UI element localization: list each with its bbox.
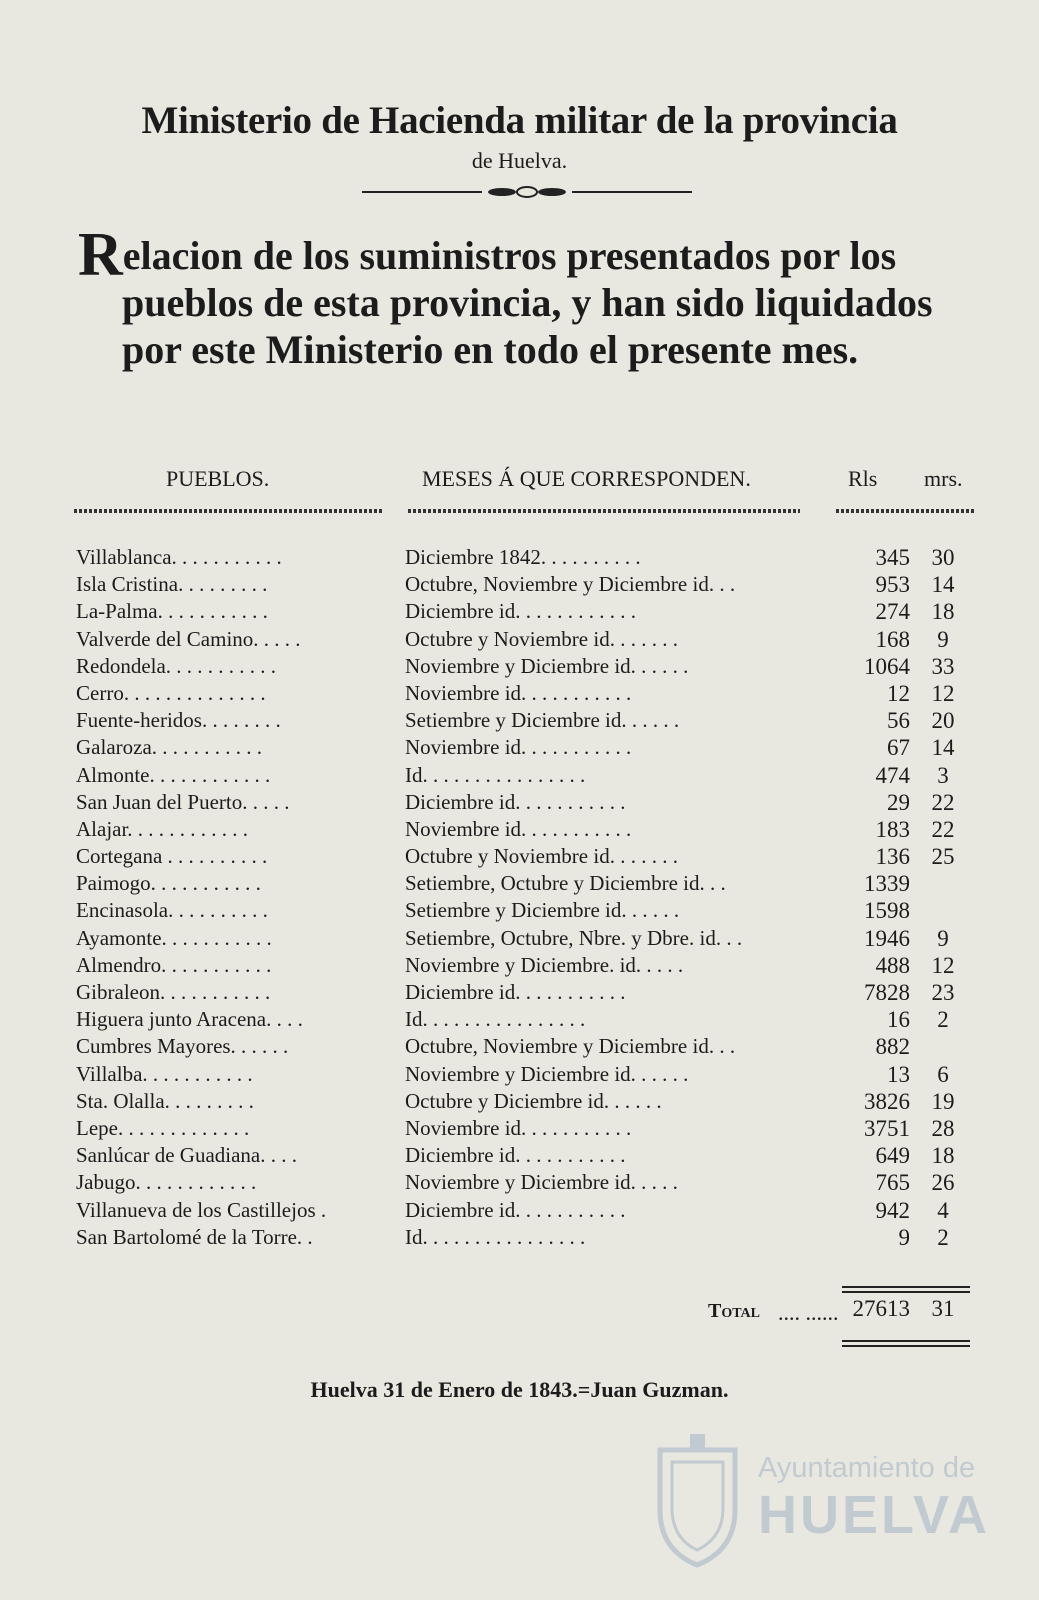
province-subheading: de Huelva. xyxy=(471,148,568,173)
total-leader-dots: .... ...... xyxy=(778,1300,839,1325)
table-row xyxy=(0,926,1039,953)
mrs-cell: 14 xyxy=(931,735,955,761)
total-label: Total xyxy=(708,1300,760,1322)
town-cell: Fuente-heridos. . . . . . . . xyxy=(76,708,281,733)
watermark-line-1: Ayuntamiento de xyxy=(758,1452,976,1484)
title-line-2: pueblos de esta provincia, y han sido liquidados xyxy=(122,280,933,325)
table-row xyxy=(0,790,1039,817)
months-cell: Noviembre id. . . . . . . . . . . xyxy=(405,735,632,760)
rls-cell: 7828 xyxy=(864,980,910,1005)
table-row xyxy=(0,1007,1039,1034)
column-header-mrs: mrs. xyxy=(924,466,963,491)
header-rule-pueblos xyxy=(74,508,384,514)
table-row xyxy=(0,1034,1039,1061)
town-cell: Jabugo. . . . . . . . . . . . xyxy=(76,1170,257,1195)
rls-cell: 136 xyxy=(875,844,910,870)
months-cell: Diciembre 1842. . . . . . . . . . xyxy=(405,545,641,569)
months-cell: Noviembre y Diciembre id. . . . . xyxy=(405,1170,678,1195)
mrs-cell: 14 xyxy=(931,572,955,598)
mrs-cell: 2 xyxy=(937,1007,949,1033)
table-row xyxy=(0,1198,1039,1225)
mrs-cell: 25 xyxy=(931,844,955,870)
table-row xyxy=(0,735,1039,762)
town-cell: Isla Cristina. . . . . . . . . xyxy=(76,572,268,597)
months-cell: Diciembre id. . . . . . . . . . . xyxy=(405,1143,626,1168)
table-row xyxy=(0,708,1039,735)
table-row xyxy=(0,1116,1039,1143)
column-header-meses: MESES Á QUE CORRESPONDEN. xyxy=(422,466,751,491)
mrs-cell: 6 xyxy=(937,1061,949,1087)
months-cell: Noviembre id. . . . . . . . . . . xyxy=(405,1115,632,1140)
months-cell: Noviembre y Diciembre. id. . . . . xyxy=(405,952,684,977)
table-row xyxy=(0,681,1039,708)
months-cell: Setiembre, Octubre y Diciembre id. . . xyxy=(405,871,726,896)
table-row xyxy=(0,817,1039,844)
table-row xyxy=(0,572,1039,599)
title-line-3: por este Ministerio en todo el presente mes. xyxy=(122,327,859,372)
months-cell: Diciembre id. . . . . . . . . . . . xyxy=(405,599,636,624)
mrs-cell: 20 xyxy=(931,708,955,734)
rls-cell: 16 xyxy=(887,1007,910,1033)
rls-cell: 168 xyxy=(875,626,910,652)
header-rule-meses xyxy=(408,508,800,514)
mrs-cell: 33 xyxy=(931,653,955,679)
table-row xyxy=(0,1225,1039,1252)
mrs-cell: 12 xyxy=(931,952,955,978)
town-cell: Valverde del Camino. . . . . xyxy=(76,626,301,651)
mrs-cell: 28 xyxy=(931,1115,955,1141)
town-cell: Cerro. . . . . . . . . . . . . . xyxy=(76,680,266,705)
town-cell: Ayamonte. . . . . . . . . . . xyxy=(76,925,272,950)
rls-cell: 942 xyxy=(875,1197,910,1223)
total-rule-top-2 xyxy=(842,1291,970,1293)
months-cell: Octubre, Noviembre y Diciembre id. . . xyxy=(405,1034,736,1059)
total-rule-top xyxy=(842,1286,970,1288)
rls-cell: 1339 xyxy=(864,871,910,897)
town-cell: La-Palma. . . . . . . . . . . xyxy=(76,599,268,624)
table-row xyxy=(0,1170,1039,1197)
mrs-cell: 23 xyxy=(931,980,955,1005)
rls-cell: 3751 xyxy=(864,1115,910,1141)
months-cell: Setiembre, Octubre, Nbre. y Dbre. id. . . xyxy=(405,925,743,950)
months-cell: Noviembre y Diciembre id. . . . . . xyxy=(405,1061,689,1086)
town-cell: Lepe. . . . . . . . . . . . . xyxy=(76,1115,250,1140)
months-cell: Diciembre id. . . . . . . . . . . xyxy=(405,789,626,814)
town-cell: Cortegana . . . . . . . . . . xyxy=(76,844,268,869)
table-row xyxy=(0,654,1039,681)
watermark-line-2: HUELVA xyxy=(758,1485,990,1545)
mrs-cell: 30 xyxy=(931,545,955,570)
total-rule-bottom xyxy=(842,1340,970,1342)
rls-cell: 3826 xyxy=(864,1088,910,1114)
table-row xyxy=(0,545,1039,572)
rls-cell: 56 xyxy=(887,708,910,734)
mrs-cell: 2 xyxy=(937,1224,949,1250)
header-rule-amounts xyxy=(836,508,976,514)
rls-cell: 67 xyxy=(887,735,910,761)
town-cell: San Juan del Puerto. . . . . xyxy=(76,789,290,814)
table-row xyxy=(0,599,1039,626)
town-cell: Alajar. . . . . . . . . . . . xyxy=(76,816,249,841)
rls-cell: 13 xyxy=(887,1061,910,1087)
rls-cell: 882 xyxy=(875,1034,910,1060)
table-row xyxy=(0,898,1039,925)
town-cell: Redondela. . . . . . . . . . . xyxy=(76,653,277,678)
town-cell: Almonte. . . . . . . . . . . . xyxy=(76,762,271,787)
months-cell: Noviembre y Diciembre id. . . . . . xyxy=(405,653,689,678)
months-cell: Octubre y Noviembre id. . . . . . . xyxy=(405,844,678,869)
column-header-pueblos: PUEBLOS. xyxy=(166,466,270,491)
months-cell: Id. . . . . . . . . . . . . . . . xyxy=(405,1224,586,1249)
table-row xyxy=(0,844,1039,871)
months-cell: Octubre y Noviembre id. . . . . . . xyxy=(405,626,678,651)
table-row xyxy=(0,1143,1039,1170)
rls-cell: 274 xyxy=(875,599,910,625)
town-cell: Higuera junto Aracena. . . . xyxy=(76,1007,303,1032)
mrs-cell: 19 xyxy=(931,1088,955,1114)
months-cell: Diciembre id. . . . . . . . . . . xyxy=(405,980,626,1004)
total-rule-bottom-2 xyxy=(842,1345,970,1347)
title-drop-cap: R xyxy=(78,221,123,289)
archive-watermark xyxy=(640,1430,1010,1570)
rls-cell: 1946 xyxy=(864,925,910,951)
town-cell: Villalba. . . . . . . . . . . xyxy=(76,1061,253,1086)
rls-cell: 29 xyxy=(887,789,910,815)
mrs-cell: 22 xyxy=(931,816,955,842)
signature-line: Huelva 31 de Enero de 1843.=Juan Guzman. xyxy=(310,1377,729,1402)
mrs-cell: 18 xyxy=(931,599,955,625)
mrs-cell: 12 xyxy=(931,680,955,706)
mrs-cell: 18 xyxy=(931,1143,955,1169)
table-row xyxy=(0,953,1039,980)
supplies-table xyxy=(0,545,1039,1252)
months-cell: Octubre y Diciembre id. . . . . . xyxy=(405,1088,662,1113)
town-cell: Villanueva de los Castillejos . xyxy=(76,1197,327,1222)
months-cell: Noviembre id. . . . . . . . . . . xyxy=(405,680,632,705)
town-cell: Sta. Olalla. . . . . . . . . xyxy=(76,1088,254,1113)
town-cell: Cumbres Mayores. . . . . . xyxy=(76,1034,289,1059)
rls-cell: 649 xyxy=(875,1143,910,1169)
ministry-heading: Ministerio de Hacienda militar de la provincia xyxy=(141,99,898,142)
coat-of-arms-icon xyxy=(650,1430,745,1570)
rls-cell: 1064 xyxy=(864,653,910,679)
months-cell: Setiembre y Diciembre id. . . . . . xyxy=(405,898,680,923)
months-cell: Diciembre id. . . . . . . . . . . xyxy=(405,1197,626,1222)
rls-cell: 953 xyxy=(875,572,910,598)
mrs-cell: 9 xyxy=(937,925,949,951)
mrs-cell: 9 xyxy=(937,626,949,652)
rls-cell: 183 xyxy=(875,816,910,842)
ornament-divider xyxy=(362,185,692,199)
months-cell: Id. . . . . . . . . . . . . . . . xyxy=(405,1007,586,1032)
town-cell: Paimogo. . . . . . . . . . . xyxy=(76,871,261,896)
months-cell: Setiembre y Diciembre id. . . . . . xyxy=(405,708,680,733)
rls-cell: 765 xyxy=(875,1170,910,1196)
table-row xyxy=(0,627,1039,654)
mrs-cell: 22 xyxy=(931,789,955,815)
town-cell: Villablanca. . . . . . . . . . . xyxy=(76,545,282,569)
table-row xyxy=(0,980,1039,1007)
rls-cell: 488 xyxy=(875,952,910,978)
table-row xyxy=(0,1089,1039,1116)
rls-cell: 345 xyxy=(875,545,910,570)
table-row xyxy=(0,871,1039,898)
mrs-cell: 26 xyxy=(931,1170,955,1196)
town-cell: Galaroza. . . . . . . . . . . xyxy=(76,735,263,760)
town-cell: Encinasola. . . . . . . . . . xyxy=(76,898,268,923)
total-rls: 27613 xyxy=(852,1296,910,1321)
town-cell: Sanlúcar de Guadiana. . . . xyxy=(76,1143,298,1168)
table-row xyxy=(0,1062,1039,1089)
town-cell: Almendro. . . . . . . . . . . xyxy=(76,952,272,977)
mrs-cell: 4 xyxy=(937,1197,949,1223)
title-line-1: elacion de los suministros presentados por los xyxy=(122,233,897,278)
table-row xyxy=(0,763,1039,790)
town-cell: San Bartolomé de la Torre. . xyxy=(76,1224,313,1249)
rls-cell: 1598 xyxy=(864,898,910,924)
months-cell: Id. . . . . . . . . . . . . . . . xyxy=(405,762,586,787)
rls-cell: 12 xyxy=(887,680,910,706)
total-mrs: 31 xyxy=(931,1296,955,1321)
months-cell: Noviembre id. . . . . . . . . . . xyxy=(405,816,632,841)
rls-cell: 474 xyxy=(875,762,910,788)
months-cell: Octubre, Noviembre y Diciembre id. . . xyxy=(405,572,736,597)
document-title xyxy=(78,221,983,373)
town-cell: Gibraleon. . . . . . . . . . . xyxy=(76,980,271,1004)
rls-cell: 9 xyxy=(898,1224,910,1250)
column-header-rls: Rls xyxy=(848,466,878,491)
mrs-cell: 3 xyxy=(937,762,949,788)
